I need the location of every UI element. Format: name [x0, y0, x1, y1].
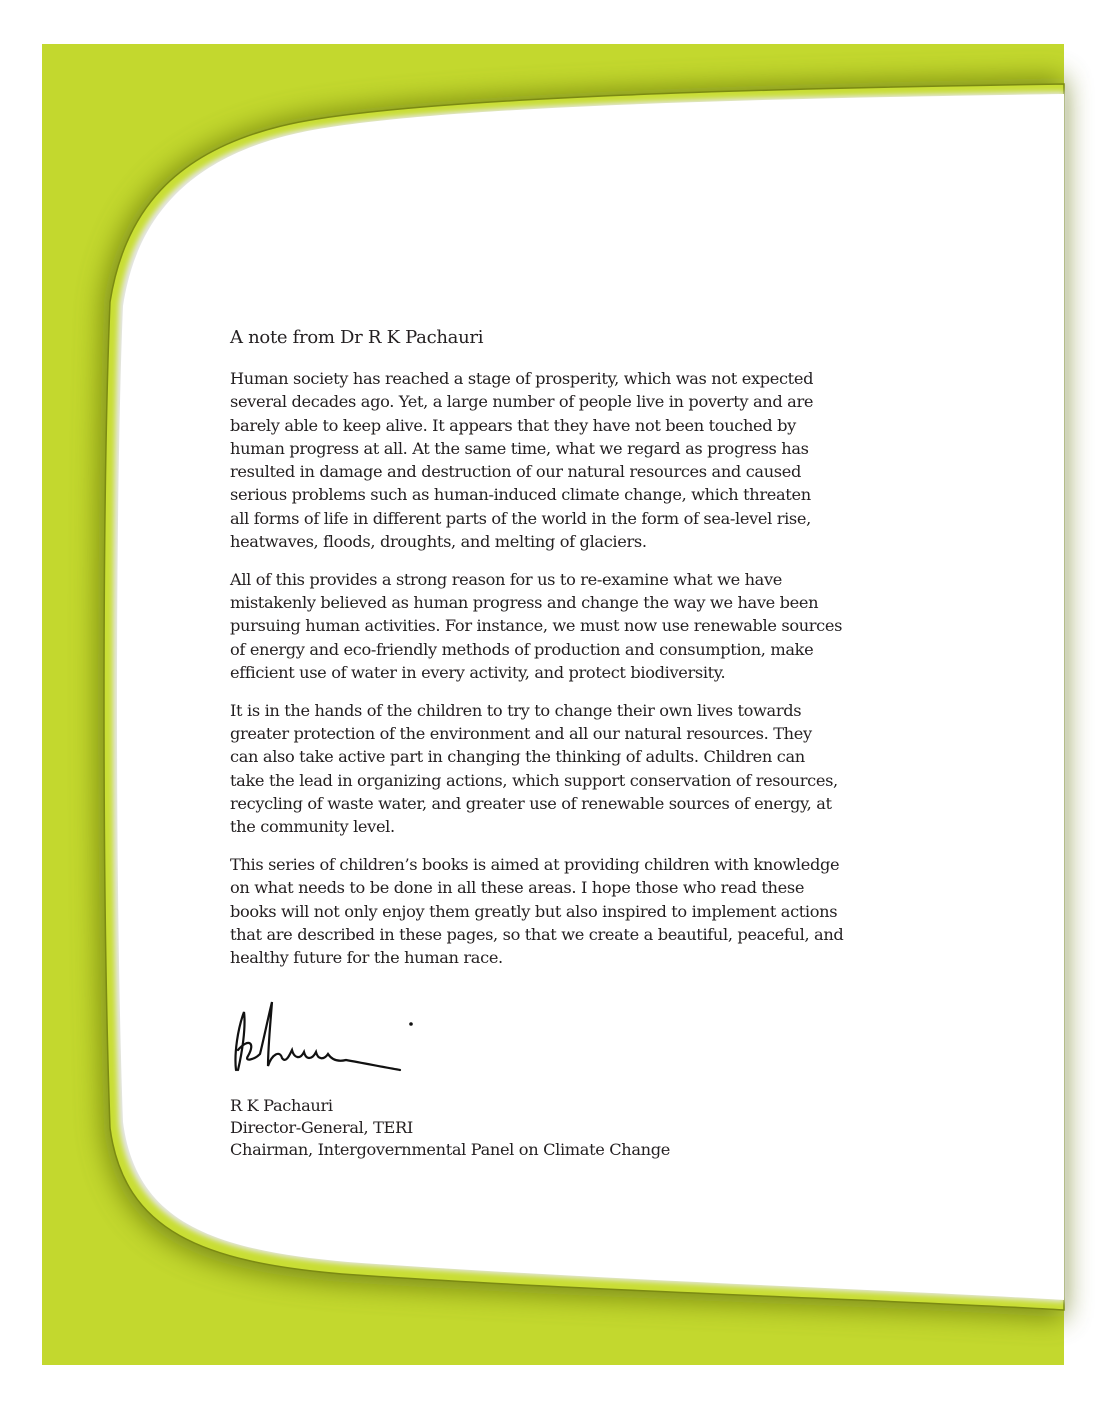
text-line: take the lead in organizing actions, which support conservation of resources,	[230, 770, 838, 790]
text-line: that are described in these pages, so that we create a beautiful, peaceful, and	[230, 925, 844, 945]
text-line: It is in the hands of the children to try to change their own lives towards	[230, 700, 802, 720]
text-line: resulted in damage and destruction of our natural resources and caused	[230, 462, 801, 482]
text-line: can also take active part in changing the thinking of adults. Children can	[230, 747, 805, 767]
text-line: mistakenly believed as human progress and change the way we have been	[230, 593, 819, 613]
paragraph	[230, 367, 843, 553]
text-line: on what needs to be done in all these areas. I hope those who read these	[230, 878, 805, 898]
text-line: several decades ago. Yet, a large number of people live in poverty and are	[230, 392, 814, 412]
text-line: efficient use of water in every activity, and protect biodiversity.	[230, 663, 726, 683]
text-line: heatwaves, floods, droughts, and melting of glaciers.	[230, 532, 647, 552]
text-line: barely able to keep alive. It appears that they have not been touched by	[230, 415, 796, 435]
page-title: A note from Dr R K Pachauri	[230, 327, 484, 348]
text-line: Human society has reached a stage of prosperity, which was not expected	[230, 369, 814, 388]
text-line: books will not only enjoy them greatly but also inspired to implement actions	[230, 901, 838, 921]
text-line: greater protection of the environment and all our natural resources. They	[230, 724, 812, 744]
author-name: R K Pachauri	[230, 1096, 333, 1115]
text-line: serious problems such as human-induced climate change, which threaten	[230, 485, 811, 505]
text-line: recycling of waste water, and greater use of renewable sources of energy, at	[230, 794, 832, 814]
text-line: the community level.	[230, 817, 395, 837]
paragraph	[230, 699, 843, 839]
letter-body	[230, 367, 843, 984]
text-line: human progress at all. At the same time, what we regard as progress has	[230, 438, 809, 458]
text-line: all forms of life in different parts of the world in the form of sea-level rise,	[230, 508, 811, 528]
text-line: This series of children’s books is aimed at providing children with knowledge	[230, 855, 840, 875]
signature	[228, 998, 428, 1088]
byline	[230, 1095, 670, 1161]
text-line: pursuing human activities. For instance, we must now use renewable sources	[230, 616, 843, 636]
author-role-ipcc: Chairman, Intergovernmental Panel on Climate Change	[230, 1140, 670, 1159]
text-line: healthy future for the human race.	[230, 948, 503, 968]
paragraph	[230, 853, 843, 969]
text-line: of energy and eco-friendly methods of production and consumption, make	[230, 639, 814, 659]
text-line: All of this provides a strong reason for us to re-examine what we have	[230, 569, 782, 589]
author-role-teri: Director-General, TERI	[230, 1118, 413, 1137]
paragraph	[230, 568, 843, 684]
